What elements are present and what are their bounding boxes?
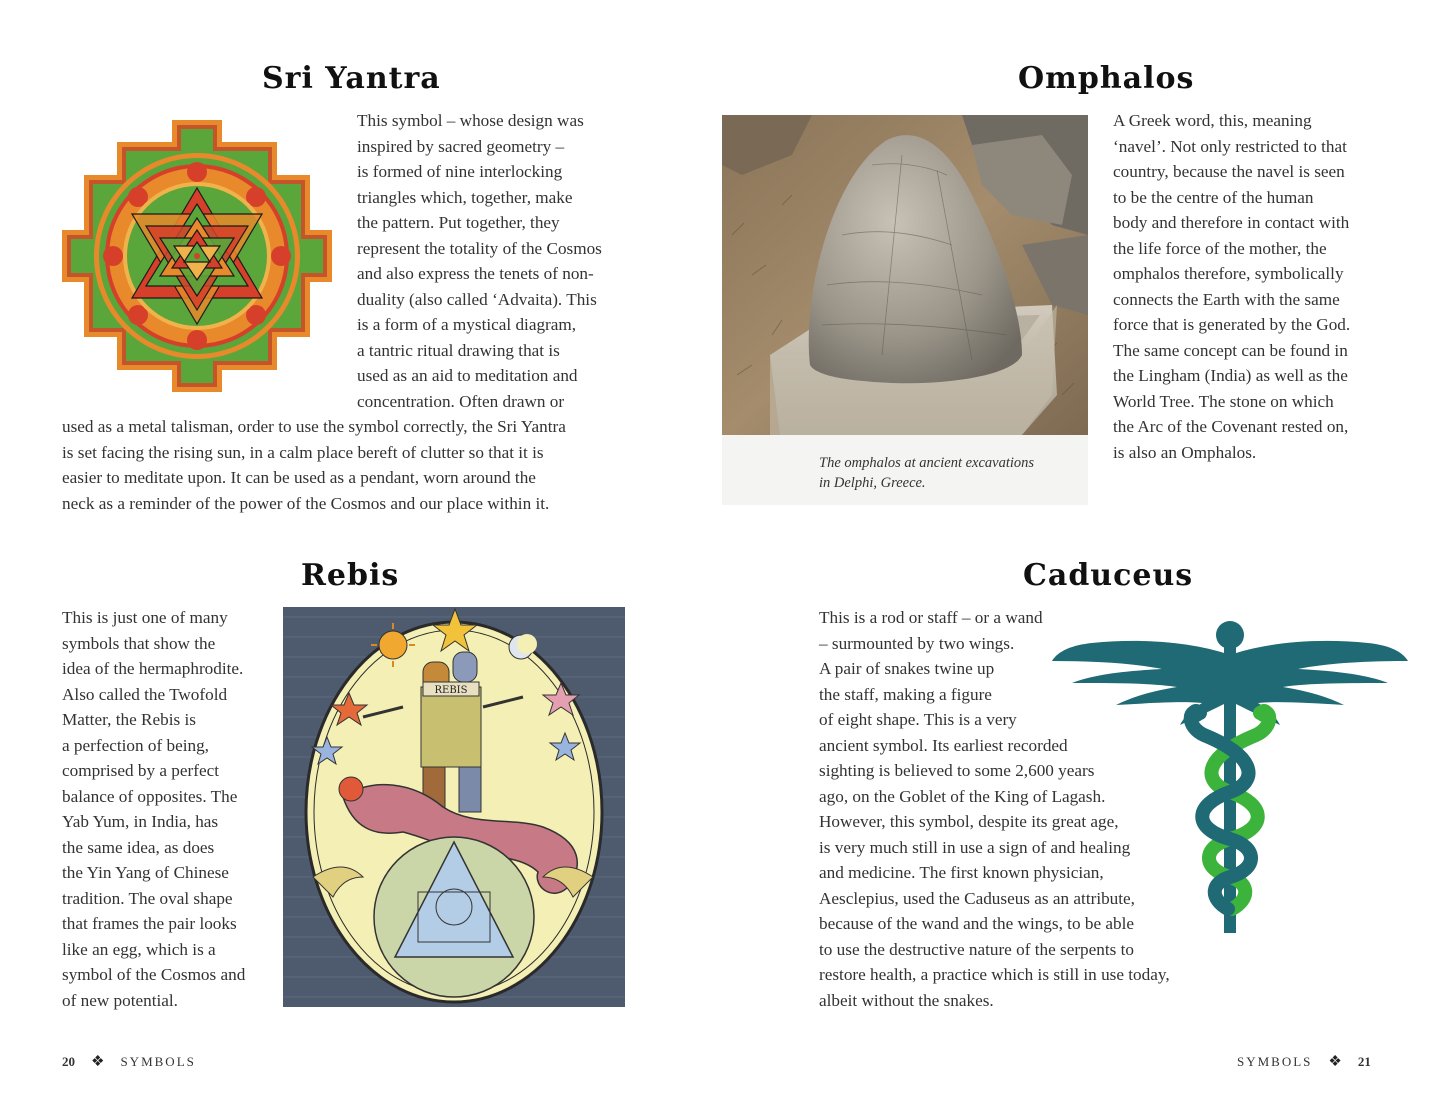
text-line: a perfection of being, <box>62 735 209 755</box>
ornament-icon: ❖ <box>91 1054 105 1070</box>
title-sri-yantra: Sri Yantra <box>262 61 441 96</box>
text-line: of new potential. <box>62 990 178 1010</box>
text-line: – surmounted by two wings. <box>819 633 1015 653</box>
sri-yantra-icon <box>62 120 332 392</box>
text-line: represent the totality of the Cosmos <box>357 238 602 258</box>
text-line: ago, on the Goblet of the King of Lagash. <box>819 786 1106 806</box>
text-line: inspired by sacred geometry – <box>357 136 565 156</box>
text-line: idea of the hermaphrodite. <box>62 659 244 678</box>
footer-right <box>1237 1052 1371 1071</box>
text-line: ancient symbol. Its earliest recorded <box>819 735 1068 755</box>
text-line: the same idea, as does <box>62 837 215 857</box>
text-line: Matter, the Rebis is <box>62 710 196 729</box>
text-line: because of the wand and the wings, to be able <box>819 914 1134 933</box>
caption-line: The omphalos at ancient excavations <box>819 455 1035 471</box>
text-line: a tantric ritual drawing that is <box>357 340 560 360</box>
text-line: the Arc of the Covenant rested on, <box>1113 417 1349 436</box>
text-line: like an egg, which is a <box>62 939 216 959</box>
sri-yantra-text-continued <box>62 414 566 516</box>
text-line: symbol of the Cosmos and <box>62 965 246 984</box>
text-line: However, this symbol, despite its great age, <box>819 812 1119 831</box>
page-number-left: 20 <box>62 1053 75 1069</box>
text-line: and also express the tenets of non- <box>357 264 594 283</box>
text-line: body and therefore in contact with <box>1113 213 1350 232</box>
sri-yantra-text <box>357 108 602 414</box>
text-line: and medicine. The first known physician, <box>819 863 1104 882</box>
text-line: country, because the navel is seen <box>1113 162 1345 181</box>
title-omphalos: Omphalos <box>1018 61 1195 96</box>
text-line: is very much still in use a sign of and healing <box>819 837 1131 857</box>
omphalos-caption <box>819 453 1034 493</box>
text-line: This symbol – whose design was <box>357 111 584 130</box>
rebis-engraving <box>283 607 625 1007</box>
text-line: the Lingham (India) as well as the <box>1113 366 1348 385</box>
text-line: the staff, making a figure <box>819 684 992 704</box>
text-line: easier to meditate upon. It can be used as a pendant, worn around the <box>62 468 536 487</box>
omphalos-text <box>1113 108 1350 465</box>
text-line: World Tree. The stone on which <box>1113 391 1334 411</box>
text-line: of eight shape. This is a very <box>819 710 1017 729</box>
text-line: ‘navel’. Not only restricted to that <box>1113 136 1347 156</box>
rebis-label: REBIS <box>434 685 468 696</box>
text-line: tradition. The oval shape <box>62 888 233 908</box>
text-line: force that is generated by the God. <box>1113 315 1351 334</box>
footer-left <box>62 1052 196 1071</box>
text-line: is set facing the rising sun, in a calm place bereft of clutter so that it is <box>62 442 544 462</box>
text-line: sighting is believed to some 2,600 years <box>819 761 1095 780</box>
ornament-icon: ❖ <box>1328 1054 1342 1070</box>
text-line: symbols that show the <box>62 633 216 653</box>
text-line: to use the destructive nature of the serpents to <box>819 939 1135 959</box>
text-line: the life force of the mother, the <box>1113 238 1327 258</box>
caduceus-icon <box>1052 617 1408 939</box>
rebis-text <box>62 605 245 1013</box>
text-line: Yab Yum, in India, has <box>62 812 219 831</box>
running-head-right: SYMBOLS <box>1237 1053 1313 1069</box>
omphalos-figure <box>722 115 1088 505</box>
text-line: albeit without the snakes. <box>819 990 994 1010</box>
text-line: concentration. Often drawn or <box>357 391 565 411</box>
text-line: used as a metal talisman, order to use the symbol correctly, the Sri Yantra <box>62 417 566 436</box>
text-line: used as an aid to meditation and <box>357 366 578 385</box>
omphalos-photo <box>722 115 1088 435</box>
text-line: This is a rod or staff – or a wand <box>819 608 1043 627</box>
text-line: balance of opposites. The <box>62 786 238 806</box>
title-rebis: Rebis <box>301 558 400 593</box>
text-line: duality (also called ‘Advaita). This <box>357 289 597 309</box>
text-line: The same concept can be found in <box>1113 340 1348 360</box>
text-line: neck as a reminder of the power of the Cosmos and our place within it. <box>62 493 550 513</box>
text-line: to be the centre of the human <box>1113 187 1314 207</box>
text-line: is a form of a mystical diagram, <box>357 315 577 334</box>
text-line: the Yin Yang of Chinese <box>62 863 229 882</box>
page-number-right: 21 <box>1357 1053 1371 1069</box>
text-line: A Greek word, this, meaning <box>1113 111 1312 130</box>
text-line: comprised by a perfect <box>62 761 220 780</box>
text-line: Also called the Twofold <box>62 684 228 704</box>
text-line: connects the Earth with the same <box>1113 289 1340 309</box>
text-line: A pair of snakes twine up <box>819 659 995 678</box>
caption-line: in Delphi, Greece. <box>819 475 926 491</box>
text-line: This is just one of many <box>62 608 228 627</box>
text-line: is also an Omphalos. <box>1113 442 1257 462</box>
text-line: is formed of nine interlocking <box>357 162 563 181</box>
running-head-left: SYMBOLS <box>120 1053 196 1069</box>
text-line: the pattern. Put together, they <box>357 213 560 232</box>
text-line: omphalos therefore, symbolically <box>1113 264 1344 283</box>
title-caduceus: Caduceus <box>1023 558 1194 593</box>
text-line: that frames the pair looks <box>62 914 237 933</box>
text-line: Aesclepius, used the Caduseus as an attribute, <box>819 888 1135 908</box>
text-line: restore health, a practice which is still in use today, <box>819 965 1170 984</box>
text-line: triangles which, together, make <box>357 187 573 207</box>
